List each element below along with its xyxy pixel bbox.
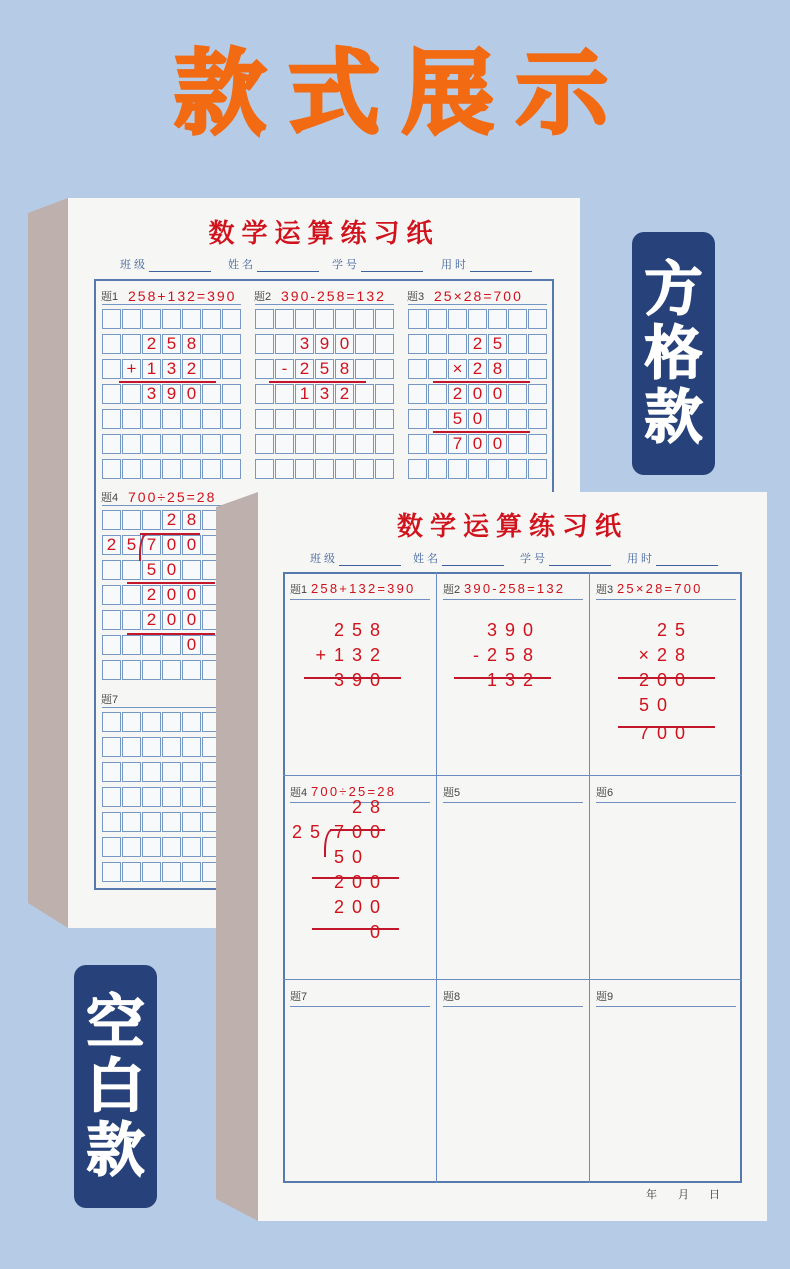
calc-row: 200 [333, 872, 388, 892]
problem-label: 题1 [101, 291, 119, 303]
rule-line [312, 928, 399, 930]
calc-row: -258 [472, 645, 541, 665]
problem-underline [443, 802, 583, 803]
sheet-title: 数学运算练习纸 [396, 512, 628, 542]
grid-cell[interactable]: 2 [102, 535, 121, 555]
grid-cell[interactable]: × [448, 359, 467, 379]
problem-label: 题7 [290, 991, 308, 1003]
calc-row: 50 [333, 847, 370, 867]
grid-cell[interactable]: 3 [295, 334, 314, 354]
grid-cell[interactable]: 8 [182, 510, 201, 530]
blank-problem-5 [436, 775, 589, 979]
problem-underline [596, 1006, 736, 1007]
problem-underline [290, 1006, 430, 1007]
field-label: 班级 [310, 552, 338, 565]
rule-line [618, 677, 715, 679]
rule-line [618, 726, 715, 728]
problem-label: 题4 [101, 492, 119, 504]
grid-cell[interactable]: 2 [142, 610, 161, 630]
grid-cell[interactable]: 0 [182, 635, 201, 655]
problem-equation: 258+132=390 [128, 288, 237, 304]
problem-label: 题3 [596, 584, 614, 596]
calc-row: 50 [638, 695, 675, 715]
grid-cell[interactable]: 5 [315, 359, 334, 379]
rule-line [304, 677, 401, 679]
blank-problem-2 [436, 572, 589, 775]
problem-label: 题8 [443, 991, 461, 1003]
grid-cell[interactable]: 1 [295, 384, 314, 404]
grid-cell[interactable]: 1 [142, 359, 161, 379]
field-student-id [520, 550, 611, 566]
grid-cell[interactable]: 0 [488, 384, 507, 404]
field-class [310, 550, 401, 566]
grid-cell[interactable]: 3 [142, 384, 161, 404]
calc-row: 390 [486, 620, 541, 640]
grid-cell[interactable]: 2 [182, 359, 201, 379]
grid-cell[interactable]: 2 [468, 334, 487, 354]
badge-label: 空白款 [86, 989, 145, 1183]
grid-cell[interactable]: 0 [182, 585, 201, 605]
grid-cell[interactable]: 0 [162, 535, 181, 555]
grid-cell[interactable]: 2 [142, 334, 161, 354]
problem-underline [443, 599, 583, 600]
grid-cell[interactable]: 7 [142, 535, 161, 555]
field-name [413, 550, 504, 566]
calc-row: 200 [638, 670, 693, 690]
grid-cell[interactable]: 8 [488, 359, 507, 379]
problem-label: 题2 [443, 584, 461, 596]
problem-label: 题4 [290, 787, 308, 799]
blank-problem-3 [589, 572, 742, 775]
grid-cell[interactable]: 0 [162, 560, 181, 580]
grid-cell[interactable]: 9 [315, 334, 334, 354]
blank-problem-6 [589, 775, 742, 979]
grid-cell[interactable]: 5 [448, 409, 467, 429]
calc-row: 28 [351, 797, 388, 817]
field-label: 学号 [332, 258, 360, 271]
grid-cell[interactable]: + [122, 359, 141, 379]
grid-cell[interactable]: 0 [162, 585, 181, 605]
problem-label: 题7 [101, 694, 119, 706]
grid-cell[interactable]: 5 [488, 334, 507, 354]
problem-label: 题3 [407, 291, 425, 303]
grid-cell[interactable]: - [275, 359, 294, 379]
calc-row: 258 [333, 620, 388, 640]
problem-equation: 700÷25=28 [128, 489, 217, 505]
problem-equation: 390-258=132 [464, 581, 566, 596]
blank-problem-8 [436, 979, 589, 1183]
problem-label: 题9 [596, 991, 614, 1003]
problem-equation: 25×28=700 [617, 581, 703, 596]
problem-label: 题2 [254, 291, 272, 303]
calc-row: ×28 [638, 645, 693, 665]
blank-problem-7 [283, 979, 436, 1183]
field-label: 班级 [120, 258, 148, 271]
grid-cell[interactable]: 0 [488, 434, 507, 454]
calc-row: 700 [638, 723, 693, 743]
grid-cell[interactable]: 3 [315, 384, 334, 404]
grid-cell[interactable]: 5 [162, 334, 181, 354]
grid-cell[interactable]: 0 [162, 610, 181, 630]
field-blank[interactable] [339, 564, 401, 566]
blank-style-sheet [258, 492, 767, 1221]
grid-cell[interactable]: 9 [162, 384, 181, 404]
field-label: 学号 [520, 552, 548, 565]
problem-underline [290, 599, 430, 600]
rule-line [330, 829, 385, 831]
calc-row: 25 [656, 620, 693, 640]
field-time-used [627, 550, 718, 566]
calc-row: 132 [486, 670, 541, 690]
grid-cell[interactable]: 0 [182, 610, 201, 630]
blank-problem-4 [283, 775, 436, 979]
grid-cell[interactable]: 5 [122, 535, 141, 555]
calc-row: 700 [333, 822, 388, 842]
calc-row: +132 [315, 645, 388, 665]
field-label: 用时 [627, 552, 655, 565]
grid-cell[interactable]: 8 [182, 334, 201, 354]
date-year-label: 年 [646, 1188, 657, 1201]
field-blank[interactable] [442, 564, 504, 566]
problem-label: 题6 [596, 787, 614, 799]
grid-cell[interactable]: 2 [468, 359, 487, 379]
grid-cell[interactable]: 0 [468, 409, 487, 429]
grid-cell[interactable]: 2 [448, 384, 467, 404]
blank-problem-1 [283, 572, 436, 775]
rule-line [312, 877, 399, 879]
problem-underline [596, 802, 736, 803]
field-blank[interactable] [549, 564, 611, 566]
field-label: 姓名 [228, 258, 256, 271]
date-month-label: 月 [678, 1188, 689, 1201]
grid-cell[interactable]: 2 [295, 359, 314, 379]
problem-underline [443, 1006, 583, 1007]
problem-label: 题5 [443, 787, 461, 799]
field-blank[interactable] [656, 564, 718, 566]
grid-cell[interactable]: 2 [142, 585, 161, 605]
sheet-title: 数学运算练习纸 [208, 219, 440, 249]
grid-cell[interactable]: 0 [335, 334, 354, 354]
grid-cell[interactable]: 0 [468, 434, 487, 454]
problem-equation: 700÷25=28 [311, 784, 397, 799]
rule-line [454, 677, 551, 679]
problem-equation: 25×28=700 [434, 288, 523, 304]
problem-equation: 390-258=132 [281, 288, 386, 304]
problem-label: 题1 [290, 584, 308, 596]
calc-row: 200 [333, 897, 388, 917]
grid-cell[interactable]: 2 [162, 510, 181, 530]
grid-cell[interactable]: 7 [448, 434, 467, 454]
field-label: 用时 [441, 258, 469, 271]
blank-problem-9 [589, 979, 742, 1183]
grid-cell[interactable]: 0 [182, 535, 201, 555]
grid-cell[interactable]: 3 [162, 359, 181, 379]
grid-cell[interactable]: 8 [335, 359, 354, 379]
problem-equation: 258+132=390 [311, 581, 416, 596]
blank-sheet-stack-edge [216, 492, 258, 1221]
problem-underline [596, 599, 736, 600]
date-day-label: 日 [709, 1188, 720, 1201]
badge-label: 方格款 [644, 256, 703, 450]
grid-cell[interactable]: 0 [182, 384, 201, 404]
blank-style-badge [74, 965, 157, 1208]
field-label: 姓名 [413, 552, 441, 565]
grid-cell[interactable]: 5 [142, 560, 161, 580]
calc-row: 0 [369, 922, 388, 942]
page-title: 款式展示 [173, 43, 630, 145]
calc-row: 390 [333, 670, 388, 690]
calc-row: 25 [291, 822, 328, 842]
grid-cell[interactable]: 0 [468, 384, 487, 404]
grid-cell[interactable]: 2 [335, 384, 354, 404]
